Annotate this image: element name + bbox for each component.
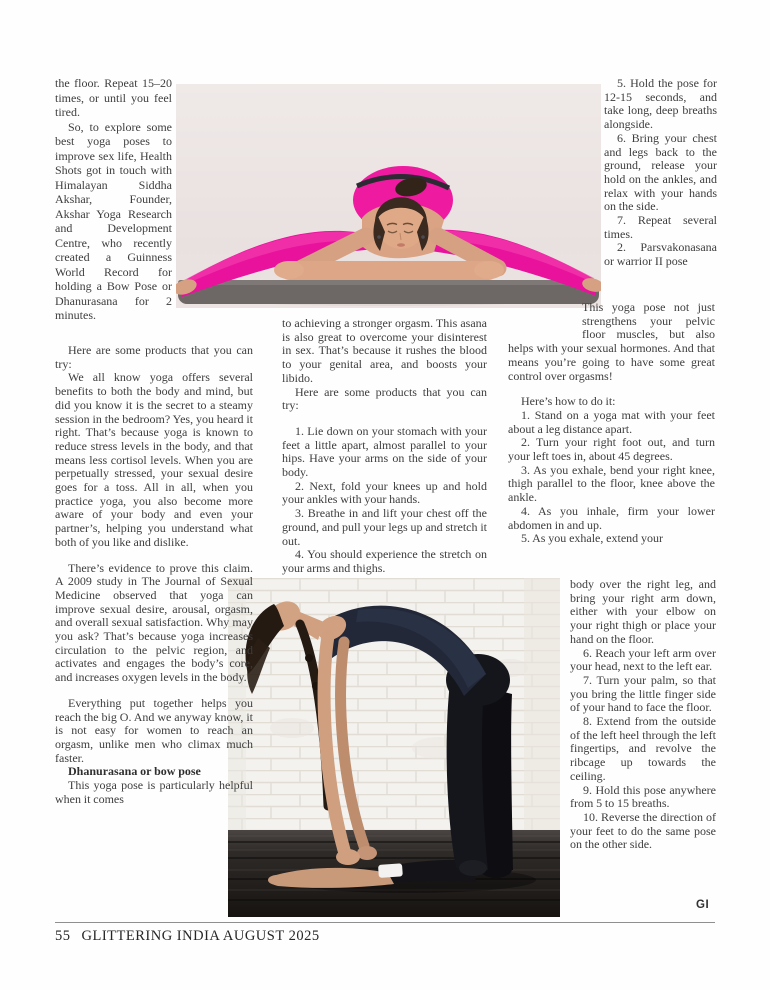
step-item: 3. Breathe in and lift your chest off the ground, and pull your legs up and stretch it out. xyxy=(282,506,487,548)
step-item: 2. Turn your right foot out, and turn your left toes in, about 45 degrees. xyxy=(508,435,715,464)
step-item: 4. You should experience the stretch on your arms and thighs. xyxy=(282,547,487,575)
magazine-title: GLITTERING INDIA AUGUST 2025 xyxy=(81,928,320,944)
step-item: 2. Parsvakonasana or warrior II pose xyxy=(604,240,717,269)
step-item: 10. Reverse the direction of your feet to do the same pose on the other side. xyxy=(570,809,716,852)
footer-rule xyxy=(55,922,715,923)
step-item: 3. As you exhale, bend your right knee, thigh parallel to the floor, knee above the ankle. xyxy=(508,462,715,505)
step-item: 8. Extend from the outside of the left heel through the left fingertips, and revolve the ribcage up towards the ceiling. xyxy=(570,714,716,783)
paragraph: Everything put together helps you reach the big O. And we anyway know, it is not easy for women to reach an orgasm, unlike men who climax much faster. xyxy=(55,695,253,765)
paragraph: Here are some products that you can try: xyxy=(55,343,253,371)
step-item: 1. Lie down on your stomach with your feet a little apart, almost parallel to your hips. Have your arms on the side of your body. xyxy=(282,423,487,480)
page-number: 55 xyxy=(55,928,71,944)
photo-camel-pose xyxy=(228,578,560,917)
step-item: 1. Stand on a yoga mat with your feet about a leg distance apart. xyxy=(508,407,715,436)
step-item: 9. Hold this pose anywhere from 5 to 15 breaths. xyxy=(570,782,716,811)
paragraph: body over the right leg, and bring your right arm down, either with your elbow on your right thigh or place your hand on the floor. xyxy=(570,577,716,646)
paragraph-text: This yoga pose not just strengthens your pelvic floor muscles, but also helps with your sexual hormones. And that means you’re going to have some great control over orgasms! xyxy=(508,300,715,383)
footer xyxy=(55,928,320,945)
photo-forward-fold-pose xyxy=(176,84,601,308)
step-item: 6. Bring your chest and legs back to the ground, release your hold on the ankles, and relax with your hands on the side. xyxy=(604,130,717,214)
step-item: 4. As you inhale, firm your lower abdomen in and up. xyxy=(508,503,715,532)
step-item: 7. Repeat several times. xyxy=(604,213,717,241)
article-end-mark: GI xyxy=(696,899,710,911)
right-column-top xyxy=(604,77,717,269)
step-item: 2. Next, fold your knees up and hold your ankles with your hands. xyxy=(282,478,487,507)
paragraph: There’s evidence to prove this claim. A 2009 study in The Journal of Sexual Medicine observed that yoga can improve sexual desire, arousal, orgasm, and overall sexual satisfaction. Why may you ask? That’s because yoga increases circulation to the pelvic region, and activates and engages the body’s core, and increases oxygen levels in the body. xyxy=(55,560,253,685)
text-wrap-spacer xyxy=(508,301,582,329)
paragraph xyxy=(508,301,715,383)
paragraph: We all know yoga offers several benefits to both the body and mind, but did you know it is the secret to a steamy session in the bedroom? Yes, you heard it right. That’s because yoga is known to reduce stress levels in the body, and that means less cortisol levels. When you are perpetually stressed, your sexual desire goes for a toss. All in all, when you practice yoga, you also become more aware of your body and even your partner’s, helping you understand what both of you like and dislike. xyxy=(55,370,253,549)
step-item: 7. Turn your palm, so that you bring the little finger side of your hand to face the floor. xyxy=(570,672,716,715)
paragraph: So, to explore some best yoga poses to improve sex life, Health Shots got in touch with Himalayan Siddha Akshar, Founder, Akshar Yoga Research and Development Centre, who recently created a Guinness World Record for holding a Bow Pose or Dhanurasana for 2 minutes. xyxy=(55,119,172,322)
step-item: 5. As you exhale, extend your xyxy=(521,531,663,546)
paragraph: the floor. Repeat 15–20 times, or until you feel tired. xyxy=(55,76,172,119)
paragraph: Here are some products that you can try: xyxy=(282,384,487,413)
step-item: 6. Reach your left arm over your head, next to the left ear. xyxy=(570,645,716,674)
paragraph: Here’s how to do it: xyxy=(521,394,616,409)
paragraph: to achieving a stronger orgasm. This asana is also great to overcome your disinterest in sex. That’s because it rushes the blood to your genital area, and boosts your libido. xyxy=(282,316,487,385)
step-item: 5. Hold the pose for 12-15 seconds, and take long, deep breaths alongside. xyxy=(604,76,717,132)
right-column-main xyxy=(508,301,715,546)
middle-column xyxy=(282,317,487,576)
left-column-top xyxy=(55,76,172,323)
left-column-main xyxy=(55,344,253,807)
paragraph: This yoga pose is particularly helpful when it comes xyxy=(55,778,253,806)
subheading-dhanurasana: Dhanurasana or bow pose xyxy=(68,764,201,779)
right-column-bottom xyxy=(570,578,716,852)
